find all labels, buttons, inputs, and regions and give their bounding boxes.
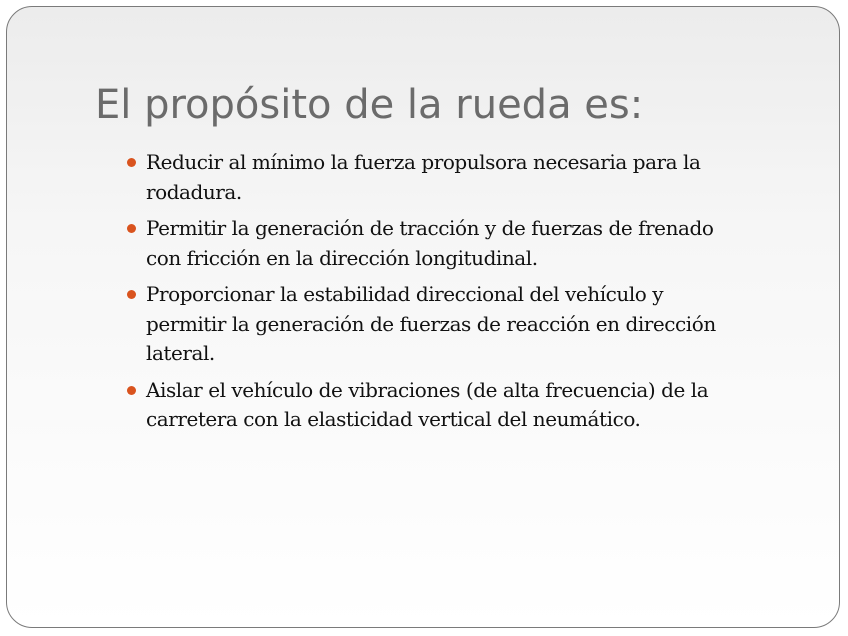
slide-frame <box>6 6 840 628</box>
bullet-dot-icon <box>127 386 136 395</box>
bullet-text-1: Reducir al mínimo la fuerza propulsora necesaria para la rodadura. <box>146 150 701 204</box>
bullet-list <box>125 148 745 442</box>
bullet-item-3 <box>125 280 745 369</box>
bullet-text-3: Proporcionar la estabilidad direccional del vehículo y permitir la generación de fuerzas de reacción en dirección lateral. <box>146 282 716 365</box>
bullet-dot-icon <box>127 224 136 233</box>
bullet-dot-icon <box>127 290 136 299</box>
bullet-item-1 <box>125 148 745 207</box>
bullet-item-2 <box>125 214 745 273</box>
bullet-dot-icon <box>127 158 136 167</box>
bullet-text-2: Permitir la generación de tracción y de fuerzas de frenado con fricción en la dirección longitudinal. <box>146 216 714 270</box>
bullet-item-4 <box>125 376 745 435</box>
bullet-text-4: Aislar el vehículo de vibraciones (de alta frecuencia) de la carretera con la elasticidad vertical del neumático. <box>146 377 709 431</box>
slide-title: El propósito de la rueda es: <box>95 82 644 128</box>
